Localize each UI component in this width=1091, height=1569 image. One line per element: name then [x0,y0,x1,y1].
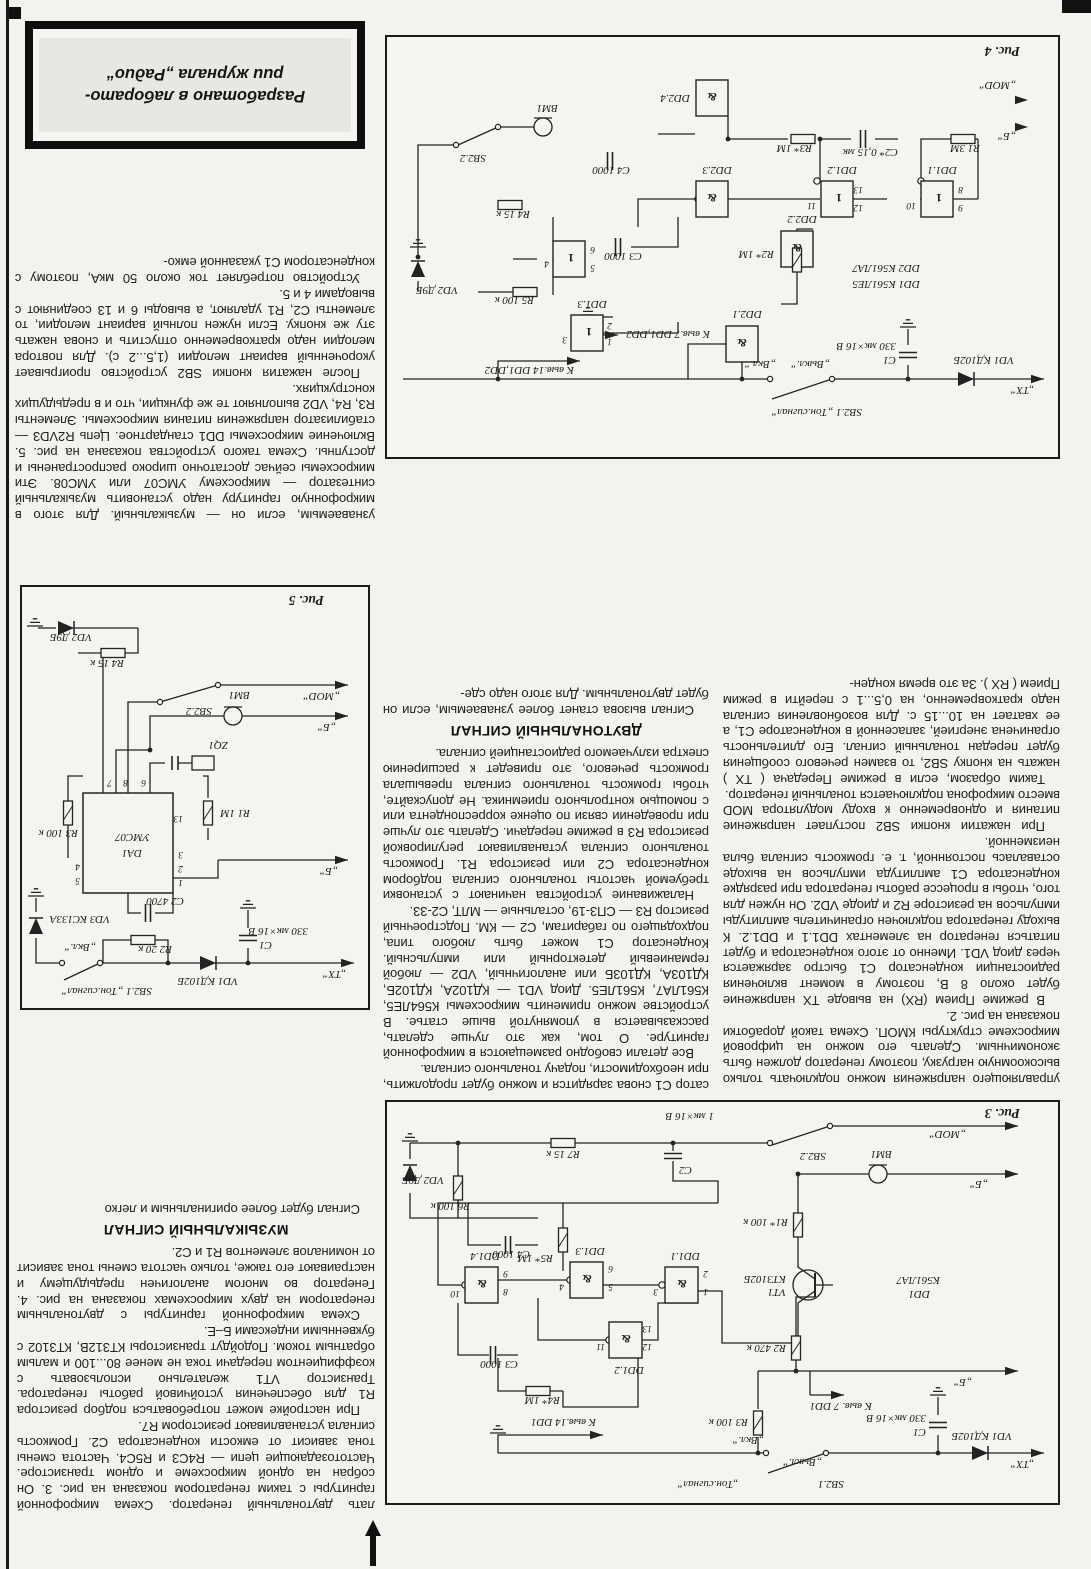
fig4-on-label: „Вкл.“ [744,358,776,370]
section-heading-two-tone: ДВУТОНАЛЬНЫЙ СИГНАЛ [450,723,642,740]
figure-5-caption: Рис. 5 [288,593,324,608]
fig5-b1-label: „Б“ [317,721,336,733]
fig3-pin: 3 [653,1286,658,1296]
fig3-off-label: „Выкл.“ [782,1456,822,1468]
fig3-pin: 1 [703,1286,708,1296]
fig4-pin: 8 [958,184,963,194]
fig5-vd2-label: VD2 Д9Б [50,631,92,643]
fig4-pin: 12 [853,202,863,212]
fig3-pin: 12 [642,1341,652,1351]
paragraph: После нажатия кнопки SB2 устройство проигрывает укороченный вариант мелодии (1,5...2 с). Для повтора мелодии надо кратковременно отпустить и снова нажать эту же кнопку. Если нужен полный вариант мелодии, то элементы С2, R1 удаляют, а выводы 6 и 13 соединяют с выводами 4 и 5. [15,286,375,381]
fig4-r3-label: R3* 1М [776,142,812,154]
figure-4-schematic [385,35,1060,459]
fig3-vt1-label: VT1 [767,1286,786,1298]
fig4-kv7-label: К выв.7 DD1,DD2 [626,328,710,340]
fig4-mod-label: „MOD“ [978,79,1016,91]
fig3-r3-label: R3 100 к [708,1416,748,1428]
fig4-gate-glyph: 1 [836,191,842,205]
fig4-c1-label: С1 [883,354,896,366]
paragraph: Налаживание устройства начинают с установки требуемой частоты тонального сигнала подбором конденсатора С2 или резистора R1. Громкость тонального сигнала устанавливают регулировкой резистора R3 в режиме передачи. Сделать это лучше при проведении связи по оценке корреспондента или с помощью контрольного приемника. Не допускайте, чтобы громкость тонального сигнала превышала громкость речевого, это приведет к расширению спектра излучаемого радиостанцией сигнала. [383,746,709,904]
fig5-zq1-label: ZQ1 [208,739,228,751]
fig4-c3-label: С3 1000 [604,250,642,262]
paragraph: управляющего напряжения можно подключать только высокоомную нагрузку, поэтому генератор должен быть экономичным. Сделать его можно на цифровой микросхеме структуры КМОП. Схема такой доработки показана на рис. 2. [723,1008,1060,1087]
fig3-pin: 8 [503,1286,508,1296]
fig3-pin: 13 [642,1323,652,1333]
fig3-c1v-label: 330 мк×16 В [866,1412,926,1424]
fig3-kv14-label: К выв.14 DD1 [531,1416,596,1428]
fig5-pin: 5 [75,875,80,885]
fig4-r2-label: R2* 1М [738,248,774,260]
figure-3-drawing [387,1102,1058,1503]
fig5-r4-label: R4 15 к [90,657,124,669]
fig5-mod-label: „MOD“ [302,690,340,702]
fig4-c4-label: С4 1000 [592,164,630,176]
fig3-c4-label: С4 1000 [492,1248,530,1260]
fig4-off-label: „Выкл.“ [790,358,830,370]
fig3-dd13-label: DD1.3 [575,1245,605,1257]
fig5-tx-label: „ТХ“ [322,968,346,980]
fig4-dd13-label: DD1.3 [577,298,607,310]
fig3-pin: 10 [450,1288,460,1298]
fig4-dd12-label: DD1.2 [827,164,857,176]
fig5-pin: 2 [178,863,183,873]
figure-4-drawing [387,37,1058,457]
fig4-dd1chip-label: DD1 К561ЛЕ5 [852,278,920,290]
fig4-pin: 5 [590,262,595,272]
fig3-r4-label: R4* 1М [524,1394,560,1406]
fig5-c1-label: С1 [259,939,272,951]
fig4-dd23-label: DD2.3 [702,164,732,176]
fig5-da1-label: DA1 [121,847,142,859]
figure-3-caption: Рис. 3 [984,1106,1020,1121]
fig3-r5-label: R5* 1М [517,1252,553,1264]
fig3-pin: 9 [503,1268,508,1278]
fig5-vd3-label: VD3 КС133А [49,913,110,925]
fig3-pin: 4 [559,1281,564,1291]
fig4-pin: 13 [853,184,863,194]
fig4-r4-label: R4 15 к [496,208,530,220]
fig3-vt1t-label: КТ3102Б [744,1273,786,1285]
fig3-symbols [402,1122,1044,1460]
paragraph: Сигнал будет более оригинальным и легко [104,1201,360,1217]
rubric-line-2: рии журнала „Радио“ [106,65,284,83]
fig5-r1-label: R1 1М [220,807,250,819]
fig3-r1-label: R1* 100 к [743,1216,788,1228]
fig3-b2-label: „Б“ [969,1178,988,1190]
fig4-gate-glyph: 1 [586,325,592,339]
fig5-sb21-label: SB2.1 „Тон.сигнал“ [61,985,152,997]
fig4-gate-glyph: 1 [568,251,574,265]
fig4-gate-glyph: & [707,191,717,205]
fig3-gate2-glyph: & [582,1272,592,1286]
fig4-b-label: „Б“ [997,130,1016,142]
fig4-pin: 3 [562,334,567,344]
paragraph: узнаваемым, если он — музыкальный. Для этого в микрофонную гарнитуру надо установить музыкальный синтезатор — микросхему УМС07 или УМС08. Эти микросхемы сейчас достаточно широко распространены и доступны. Схема такого устройства показана на рис. 5. Включение микросхемы DD1 стандартное. Цепь R2VD3 — стабилизатор напряжения питания микросхемы. Элементы R3, R4, VD2 выполняют те же функции, что и в предыдущих конструкциях. [15,381,375,523]
paragraph: лать двутональный генератор. Схема микрофонной гарнитуры с таким генератором показана на рис. 3. Он собран на одной микросхеме и одном транзисторе. Частотозадающие цепи — R4C3 и R5C4. Частота смены тона зависит от емкости конденсатора С2. Громкость сигнала устанавливают резистором R7. [17,1419,375,1513]
fig3-bm1-label: BM1 [870,1148,892,1160]
fig4-tx-label: „ТХ“ [1010,384,1034,396]
fig4-dd2chip-label: DD2 К561ЛА7 [852,262,920,274]
fig4-dd22-label: DD2.2 [787,213,817,225]
fig3-gate3-glyph: & [477,1277,487,1291]
paragraph: Таким образом, если в режиме Передача ( ТХ ) нажать на кнопку SB2, то взамен речевого сообщения будет передан тональный сигнал. Его длительность ограничена энергией, запасенной в конденсаторе С1, а ее хватает на 10...15 с. Для возобновления сигнала надо кратковременно, на 0,5...1 с перейти в режим Прием ( RX ). За это время конден- [723,677,1060,787]
fig5-da1t-label: УМС07 [115,831,150,843]
fig5-c2-label: С2 4700 [146,895,184,907]
fig3-on-label: „Вкл.“ [732,1434,764,1446]
fig4-c2-label: С2* 0,15 мк [842,146,898,158]
fig4-dd24-label: DD2.4 [660,92,690,104]
fig5-on-label: „Вкл.“ [64,941,96,953]
fig4-r1-label: R1 3М [950,142,980,154]
fig4-c1v-label: 330 мк×16 В [836,340,896,352]
fig5-bm1-label: BM1 [228,689,250,701]
text-column-left [723,469,1060,1087]
paragraph: сатор С1 снова зарядится и можно будет продолжить, при необходимости, подачу тонального сигнала. [383,1062,709,1093]
figure-4-caption: Рис. 4 [984,44,1020,59]
fig4-bm1-label: BM1 [536,102,558,114]
fig3-vd2-label: VD2 Д9Б [402,1174,444,1186]
fig4-gate-glyph: & [792,241,802,255]
fig3-r6-label: R6 100 к [430,1200,470,1212]
text-column-right-bottom [15,151,375,523]
fig4-pin: 11 [807,200,816,210]
fig3-vd1-label: VD1 КД102Б [951,1430,1012,1442]
fig4-symbols [410,80,1044,386]
fig4-gate-glyph: & [707,90,717,104]
fig5-pin: 4 [75,861,80,871]
paragraph: Схема микрофонной гарнитуры с двутональным генератором на двух микросхемах показана на рис. 4. Генератор во многом аналогичен предыдущему и настраивают его также, только частота смены тона зависит от номиналов элементов R1 и С2. [17,1245,375,1324]
fig3-b1-label: „Б“ [953,1376,972,1388]
section-heading-musical: МУЗЫКАЛЬНЫЙ СИГНАЛ [103,1222,289,1239]
fig3-c2v-label: 1 мк×16 В [665,1110,714,1122]
fig3-sb22-label: SB2.2 [800,1150,826,1162]
fig4-gate-glyph: & [737,336,747,350]
fig4-pin: 1 [607,336,612,346]
fig4-r5-label: R5 100 к [494,294,534,306]
fig3-dd1t-label: К561ЛА7 [896,1274,940,1286]
fig5-b2-label: „Б“ [319,865,338,877]
fig3-c1-label: С1 [913,1426,926,1438]
paragraph: Устройство потребляет ток около 50 мкА, поэтому с конденсатором С1 указанной емко- [15,255,375,287]
text-column-right-top [17,1021,375,1513]
fig4-sb21-label: SB2.1 „Тон.сигнал“ [771,406,862,418]
fig5-pin: 3 [178,849,183,859]
fig5-r3-label: R3 100 к [38,827,78,839]
text-column-middle [383,469,709,1093]
paragraph: При настройке может потребоваться подбор резистора R1 для обеспечения устойчивой работы генератора. Транзистор VT1 желательно использовать с коэффициентом передачи тока не менее 80...100 и малым обратным током. Подойдут транзисторы КТ312В, КТ3102 с буквенными индексами Б–Е. [17,1324,375,1419]
fig5-r2-label: R2 20 к [138,943,172,955]
fig5-pin: 13 [173,813,183,823]
fig3-r2-label: R2 470 к [746,1342,786,1354]
fig3-kv7-label: К выв. 7 DD1 [809,1400,872,1412]
fig4-vd2-label: VD2 Д9Б [416,284,458,296]
fig5-pin: 1 [178,877,183,887]
fig3-pin: 5 [608,1281,613,1291]
fig3-tx-label: „ТХ“ [1010,1458,1034,1470]
fig3-mod-label: „MOD“ [928,1128,966,1140]
fig3-dd1-label: DD1 [908,1288,930,1300]
fig3-sb21-label: SB2.1 [818,1478,844,1490]
fig3-pin: 11 [596,1341,605,1351]
paragraph: Все детали свободно размещаются в микрофонной гарнитуре. О том, как это лучше сделать, рассказывается в упомянутой выше статье. В устройстве можно применить микросхемы К564ЛЕ5, К561ЛА7, К561ЛЕ5. Диод VD1 — КД102А, КД102Б, КД103А, КД103Б или аналогичный, VD2 — любой германиевый детекторный или импульсный. Конденсатор С1 может быть любого типа, подходящего по габаритам, С2 — КМ. Подстроечный резистор R3 — СП3-19, остальные — МЛТ, С2-33. [383,904,709,1062]
figure-5-drawing [22,587,368,1008]
fig3-dd14-label: DD1.4 [470,1250,500,1262]
fig3-ton-label: „Тон.сигнал“ [677,1478,738,1490]
fig3-c2-label: С2 [679,1164,692,1176]
paragraph: В режиме Прием (RX) на выводе ТХ напряжение будет около 8 В, поэтому в момент включения радиостанции конденсатор С1 быстро заряжается через диод VD1. Именно от этого конденсатора и будет питаться генератор на элементах DD1.1 и DD1.2. К выходу генератора подключен ограничитель амплитуды импульсов на резисторе R2 и диоде VD2. Он нужен для того, чтобы в процессе работы генератора при разрядке конденсатора С1 амплитуда импульсов на выходе оставалась постоянной, т. е. громкость сигнала была неизменной. [723,835,1060,1009]
fig4-sb22-label: SB2.2 [460,152,486,164]
fig4-dd11-label: DD1.1 [927,164,957,176]
fig4-kv14-label: К выв.14 DD1,DD2 [484,364,574,376]
paragraph: При нажатии кнопки SB2 поступает напряжение питания и одновременно к входу модулятора MOD вместо микрофона подключается тональный генератор. [723,787,1060,835]
fig3-pin: 6 [608,1263,613,1273]
paragraph: Сигнал вызова станет более узнаваемым, если он будет двутональным. Для этого надо сде- [383,686,709,718]
fig5-pin: 8 [123,777,128,787]
fig5-pin: 7 [107,777,112,787]
fig4-gate-glyph: 1 [936,191,942,205]
fig3-gate1-glyph: & [677,1277,687,1291]
fig3-gate4-glyph: & [621,1332,631,1346]
figure-3-schematic [385,1100,1060,1505]
fig5-c1v-label: 330 мк×16 В [248,925,308,937]
fig3-dd11-label: DD1.1 [670,1250,700,1262]
fig5-sb22-label: SB2.2 [186,705,212,717]
fig3-pin: 2 [703,1268,708,1278]
fig3-dd12-label: DD1.2 [614,1364,644,1376]
rubric-badge-panel [39,38,351,132]
figure-5-schematic [20,585,370,1010]
fig4-pin: 10 [906,200,916,210]
fig3-c3-label: С3 1000 [480,1358,518,1370]
fig4-dd21-label: DD2.1 [732,308,762,320]
rubric-badge [25,21,365,149]
fig4-pin: 6 [590,244,595,254]
rubric-line-1: Разработано в лаборато- [84,87,306,106]
fig3-r7-label: R7 15 к [546,1148,580,1160]
fig4-pin: 9 [958,202,963,212]
fig4-pin: 4 [544,258,549,268]
fig5-vd1-label: VD1 КД102Б [177,975,238,987]
fig4-vd1-label: VD1 КД102Б [953,354,1014,366]
fig4-pin: 2 [607,320,612,330]
fig5-pin: 6 [141,777,146,787]
